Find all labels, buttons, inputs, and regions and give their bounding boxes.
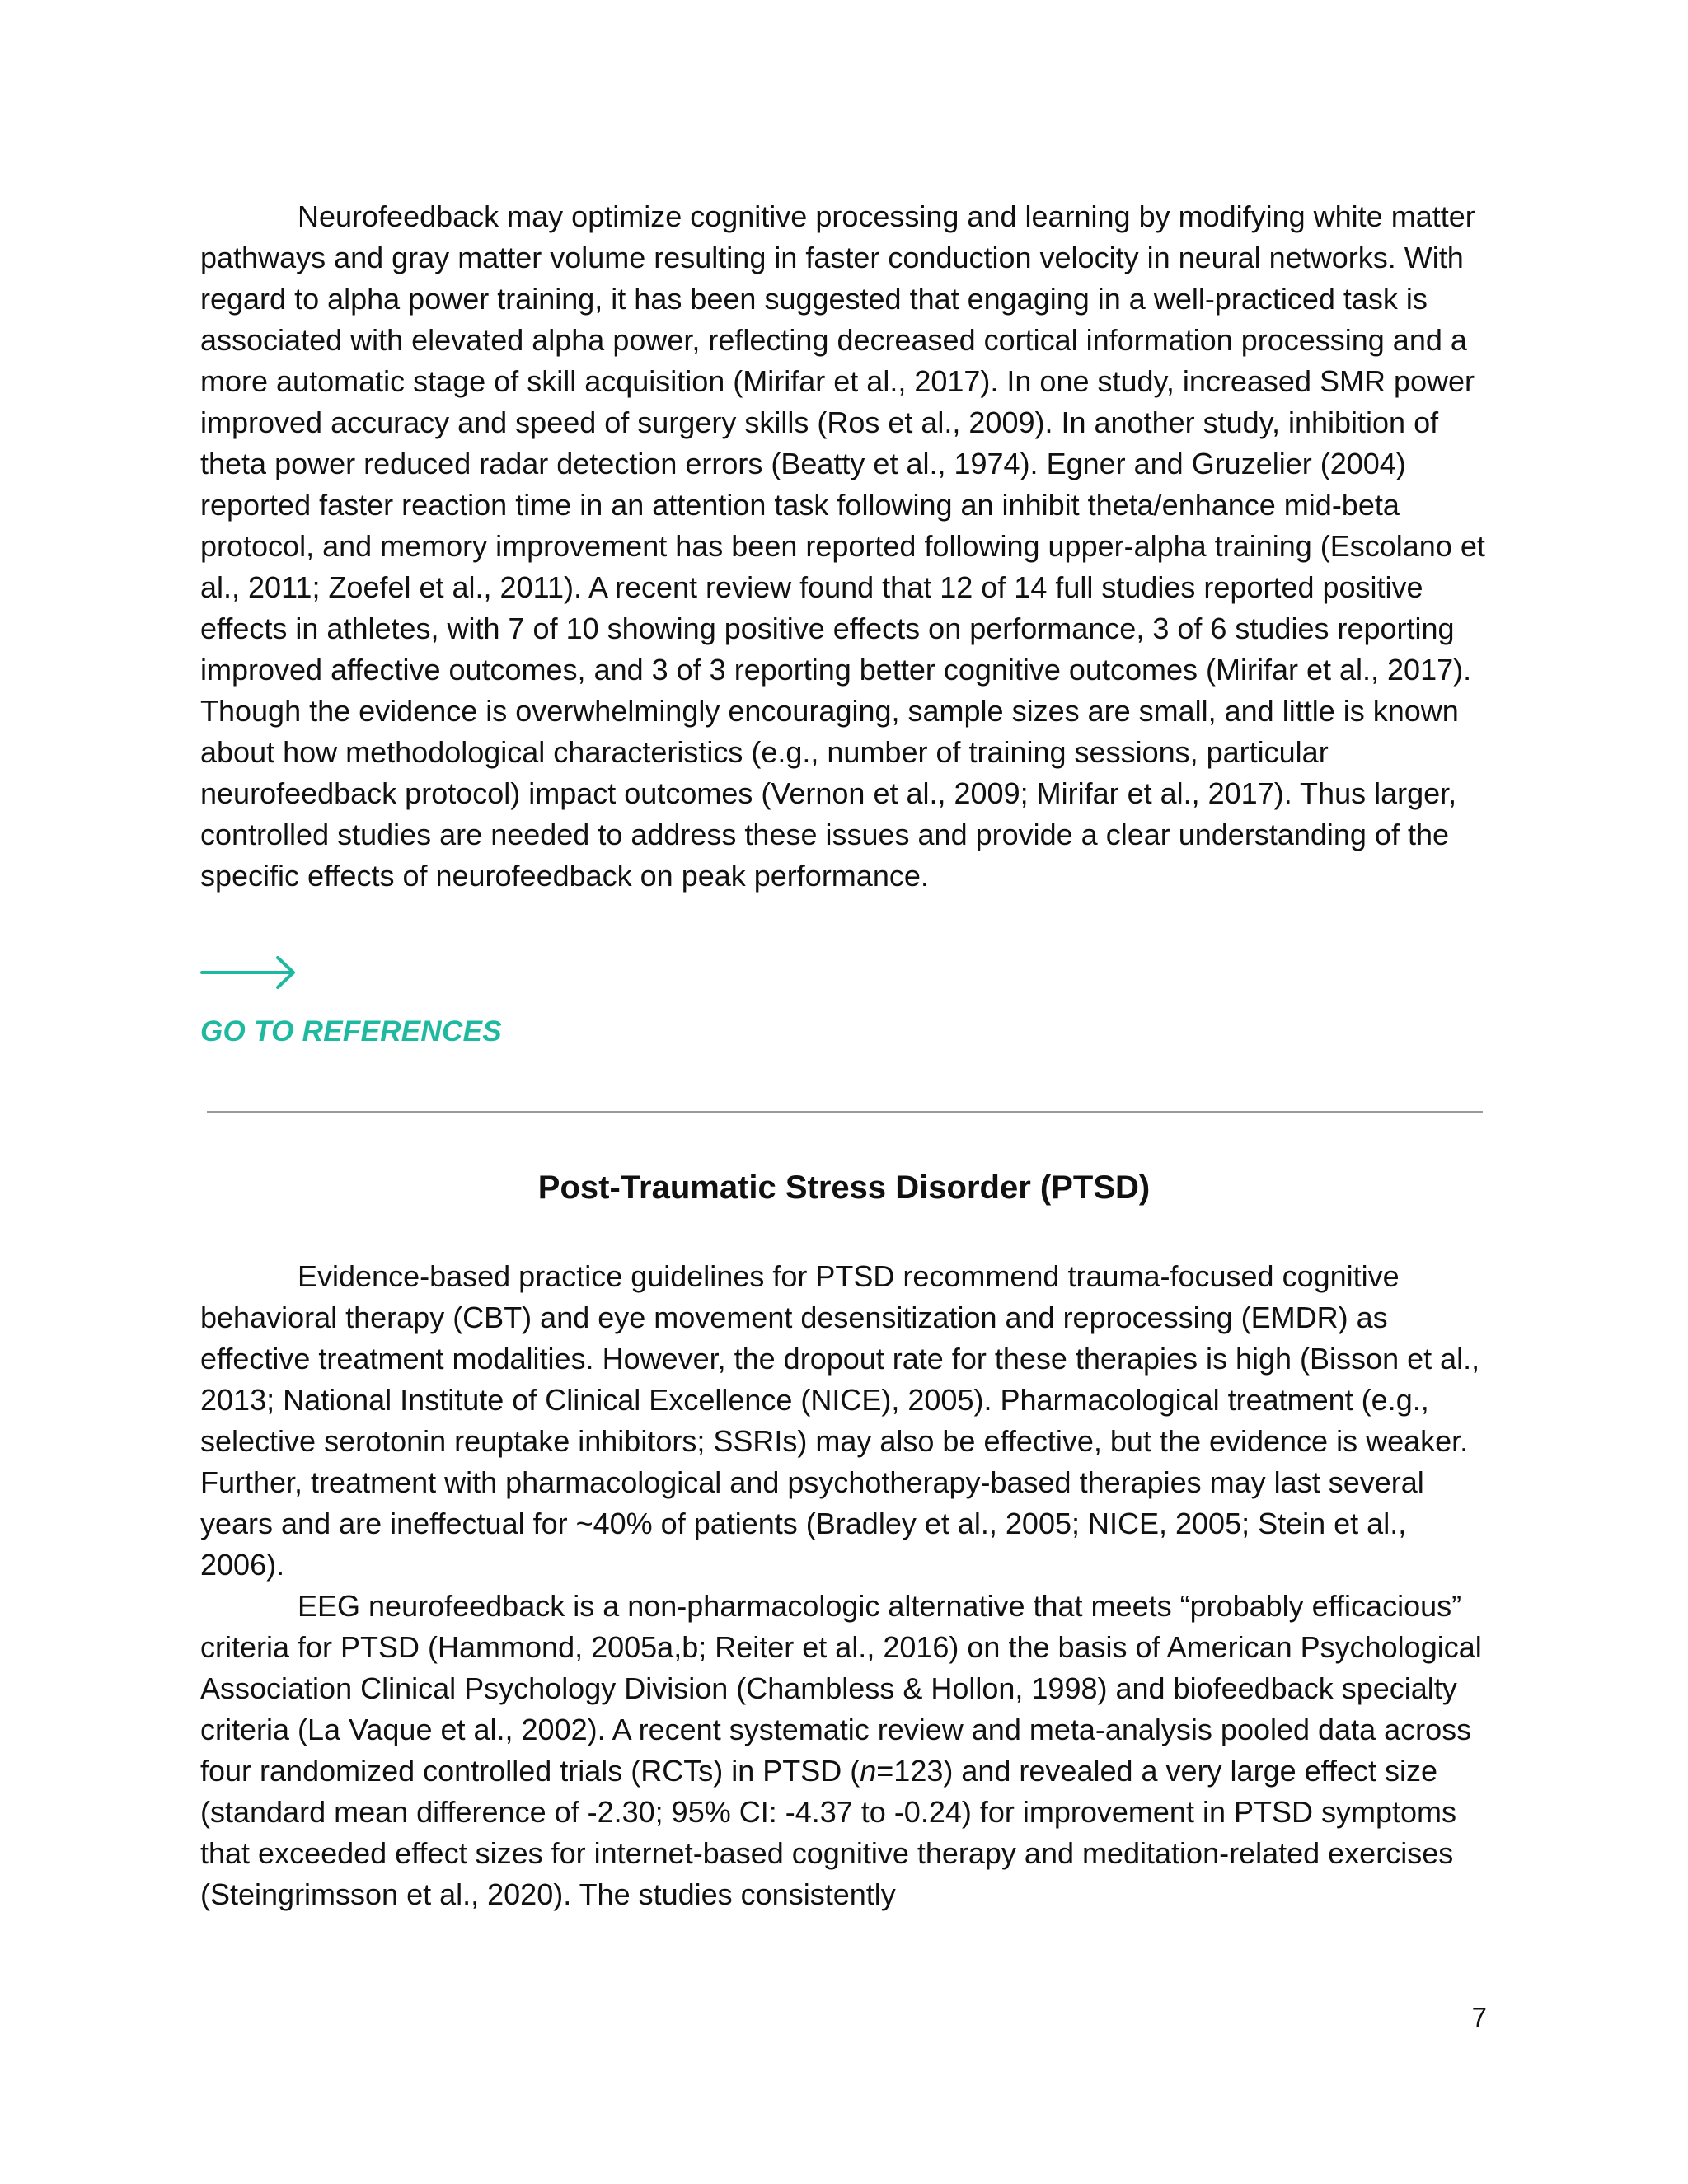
page-number: 7	[1471, 2002, 1487, 2032]
references-arrow-link[interactable]	[200, 949, 299, 996]
sample-size-n: n	[860, 1754, 877, 1788]
ptsd-paragraph-neurofeedback	[200, 1586, 1488, 1915]
ptsd-paragraph-text-a: EEG neurofeedback is a non-pharmacologic alternative that meets “probably efficacious” criteria for PTSD (Hammond, 2005a,b; Reiter et al., 2016) on the basis of American Psychological Association Clinical Psychology Division (Chambless & Hollon, 1998) and biofeedback specialty criteria (La Vaque et al., 2002). A recent systematic review and meta-analysis pooled data across four randomized controlled trials (RCTs) in PTSD (	[200, 1589, 1482, 1788]
ptsd-section-body	[200, 1256, 1488, 1915]
peak-performance-paragraph: Neurofeedback may optimize cognitive processing and learning by modifying white matter pathways and gray matter volume resulting in faster conduction velocity in neural networks. With regard to alpha power training, it has been suggested that engaging in a well-practiced task is associated with elevated alpha power, reflecting decreased cortical information processing and a more automatic stage of skill acquisition (Mirifar et al., 2017). In one study, increased SMR power improved accuracy and speed of surgery skills (Ros et al., 2009). In another study, inhibition of theta power reduced radar detection errors (Beatty et al., 1974). Egner and Gruzelier (2004) reported faster reaction time in an attention task following an inhibit theta/enhance mid-beta protocol, and memory improvement has been reported following upper-alpha training (Escolano et al., 2011; Zoefel et al., 2011). A recent review found that 12 of 14 full studies reported positive effects in athletes, with 7 of 10 showing positive effects on performance, 3 of 6 studies reporting improved affective outcomes, and 3 of 3 reporting better cognitive outcomes (Mirifar et al., 2017). Though the evidence is overwhelmingly encouraging, sample sizes are small, and little is known about how methodological characteristics (e.g., number of training sessions, particular neurofeedback protocol) impact outcomes (Vernon et al., 2009; Mirifar et al., 2017). Thus larger, controlled studies are needed to address these issues and provide a clear understanding of the specific effects of neurofeedback on peak performance.	[200, 199, 1485, 893]
section-title: Post-Traumatic Stress Disorder (PTSD)	[537, 1169, 1151, 1206]
section-divider	[207, 1111, 1483, 1113]
ptsd-paragraph-text-b: =123) and revealed a very large effect size (standard mean difference of -2.30; 95% CI: -4.37 to -0.24) for improvement in PTSD symptoms that exceeded effect sizes for internet-based cognitive therapy and meditation-related exercises (Steingrimsson et al., 2020). The studies consistently	[200, 1754, 1457, 1911]
ptsd-paragraph-guidelines: Evidence-based practice guidelines for PTSD recommend trauma-focused cognitive behavioral therapy (CBT) and eye movement desensitization and reprocessing (EMDR) as effective treatment modalities. However, the dropout rate for these therapies is high (Bisson et al., 2013; National Institute of Clinical Excellence (NICE), 2005). Pharmacological treatment (e.g., selective serotonin reuptake inhibitors; SSRIs) may also be effective, but the evidence is weaker. Further, treatment with pharmacological and psychotherapy-based therapies may last several years and are ineffectual for ~40% of patients (Bradley et al., 2005; NICE, 2005; Stein et al., 2006).	[200, 1259, 1480, 1582]
arrow-right-icon[interactable]	[200, 949, 299, 996]
go-to-references-link[interactable]: GO TO REFERENCES	[200, 1015, 502, 1047]
page-content	[200, 196, 1488, 1915]
